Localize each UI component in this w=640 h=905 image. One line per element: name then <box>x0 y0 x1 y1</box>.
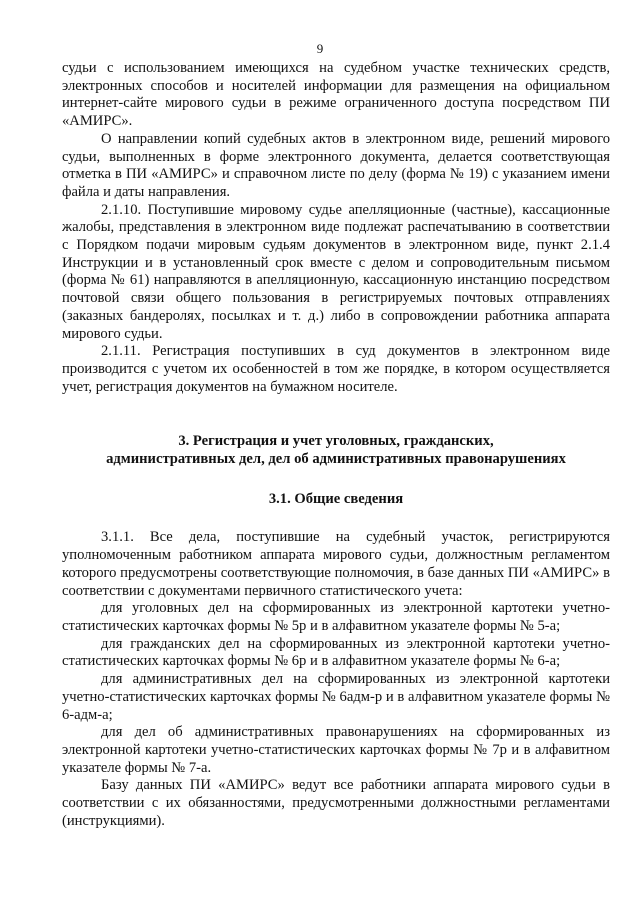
section-heading-line-1: 3. Регистрация и учет уголовных, гражданских, <box>178 433 494 450</box>
paragraph-3-1-1: 3.1.1. Все дела, поступившие на судебный участок, регистрируются уполномоченным работником аппарата мирового судьи, должностным регламентом которого предусмотрены соответствующие полномочия, в базе данных ПИ «АМИРС» в соответствии с документами первичного статистического учета: <box>62 529 610 599</box>
paragraph-offense-cases: для дел об административных правонарушениях на сформированных из электронной картотеки учетно-статистических карточках формы № 7р и в алфавитном указателе формы № 7-а. <box>62 724 610 776</box>
section-heading <box>62 433 610 468</box>
paragraph-database-staff: Базу данных ПИ «АМИРС» ведут все работники аппарата мирового судьи в соответствии с их обязанностями, предусмотренными должностными регламентами (инструкциями). <box>62 777 610 829</box>
paragraph-criminal-cases: для уголовных дел на сформированных из электронной картотеки учетно-статистических карточках формы № 5р и в алфавитном указателе формы № 5-а; <box>62 600 610 634</box>
paragraph-civil-cases: для гражданских дел на сформированных из электронной картотеки учетно-статистических карточках формы № 6р и в алфавитном указателе формы № 6-а; <box>62 635 610 670</box>
document-body <box>62 60 610 830</box>
section-heading-line-2: административных дел, дел об административных правонарушениях <box>106 451 566 468</box>
paragraph-copies-notice: О направлении копий судебных актов в электронном виде, решений мирового судьи, выполненных в форме электронного документа, делается соответствующая отметка в ПИ «АМИРС» и справочном листе по делу (форма № 19) с указанием имени файла и даты направления. <box>62 130 610 200</box>
paragraph-administrative-cases: для административных дел на сформированных из электронной картотеки учетно-статистических карточках формы № 6адм-р и в алфавитном указателе формы № 6-адм-а; <box>62 671 610 723</box>
subsection-heading: 3.1. Общие сведения <box>268 490 404 507</box>
paragraph-2-1-10: 2.1.10. Поступившие мировому судье апелляционные (частные), кассационные жалобы, представления в электронном виде подлежат распечатыванию в соответствии с Порядком подачи мировым судьям документов в электронном виде, пункт 2.1.4 Инструкции и в установленный срок вместе с делом и сопроводительным письмом (форма № 61) направляются в апелляционную, кассационную инстанцию посредством почтовой связи общего пользования в регистрируемых почтовых отправлениях (заказных бандеролях, посылках и т. д.) либо в сопровождении работника аппарата мирового судьи. <box>62 201 610 342</box>
paragraph-continuation: судьи с использованием имеющихся на судебном участке технических средств, электронных способов и носителей информации для размещения на официальном интернет-сайте мирового судьи в режиме ограниченного доступа посредством ПИ «АМИРС». <box>62 60 610 130</box>
page-number: 9 <box>316 41 324 56</box>
paragraph-2-1-11: 2.1.11. Регистрация поступивших в суд документов в электронном виде производится с учетом их особенностей в том же порядке, в котором осуществляется учет, регистрация документов на бумажном носителе. <box>62 343 610 395</box>
